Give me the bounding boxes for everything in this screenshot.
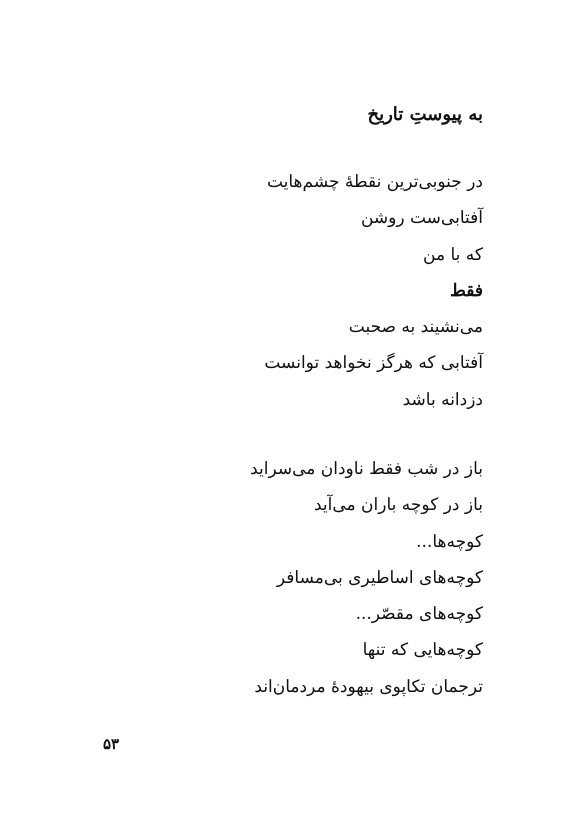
poem-line: می‌نشیند به صحبت [348,317,483,338]
poem-title: به پیوستِ تاریخ [367,104,483,125]
poem-line: کوچه‌های مقصّر... [355,604,483,625]
poem-line: باز در کوچه باران می‌آید [314,495,483,516]
poem-line: آفتابی که هرگز نخواهد توانست [264,353,483,374]
poem-line: در جنوبی‌ترین نقطهٔ چشم‌هایت [266,172,483,192]
page-number: ۵۳ [103,735,120,753]
poem-line: ترجمان تکاپوی بیهودهٔ مردمان‌اند [254,676,483,697]
stanza-2 [250,455,483,709]
stanza-1 [264,168,483,422]
poem-line: باز در شب فقط ناودان می‌سراید [250,459,483,479]
poem-line: که با من [423,244,483,265]
poem-line: کوچه‌هایی که تنها [362,640,483,661]
poem-line: کوچه‌های اساطیری بی‌مسافر [276,567,483,588]
poem-line: فقط [450,280,483,301]
poem-line: دزدانه باشد [402,389,483,410]
poem-line: آفتابی‌ست روشن [360,208,483,229]
poem-line: کوچه‌ها... [416,531,483,552]
